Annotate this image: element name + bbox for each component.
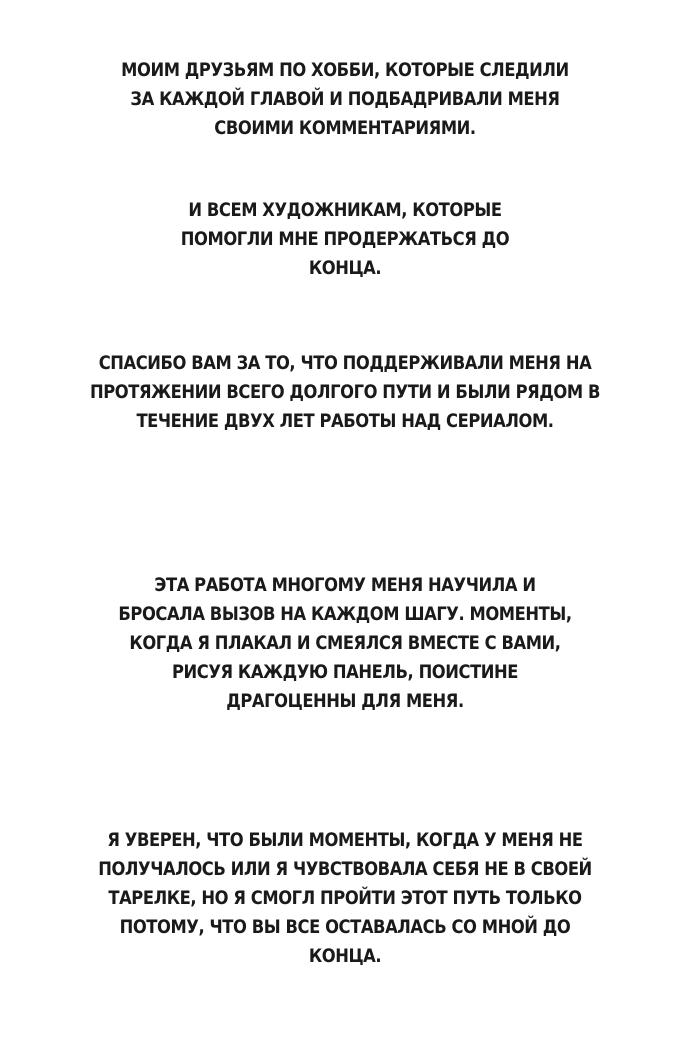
text-line: ПОЛУЧАЛОСЬ ИЛИ Я ЧУВСТВОВАЛА СЕБЯ НЕ В СВОЕЙ: [98, 858, 592, 880]
text-line: КОНЦА.: [308, 257, 382, 279]
paragraph-hard-moments: [0, 826, 690, 971]
text-line: И ВСЕМ ХУДОЖНИКАМ, КОТОРЫЕ: [188, 199, 502, 221]
text-line: ЭТА РАБОТА МНОГОМУ МЕНЯ НАУЧИЛА И: [154, 574, 536, 596]
text-line: ДРАГОЦЕННЫ ДЛЯ МЕНЯ.: [226, 690, 464, 712]
text-line: ТАРЕЛКЕ, НО Я СМОГЛ ПРОЙТИ ЭТОТ ПУТЬ ТОЛЬКО: [108, 887, 582, 909]
text-line: БРОСАЛА ВЫЗОВ НА КАЖДОМ ШАГУ. МОМЕНТЫ,: [118, 603, 572, 625]
text-line: ПОТОМУ, ЧТО ВЫ ВСЕ ОСТАВАЛАСЬ СО МНОЙ ДО: [119, 916, 571, 938]
paragraph-work-taught: [0, 571, 690, 716]
text-line: ТЕЧЕНИЕ ДВУХ ЛЕТ РАБОТЫ НАД СЕРИАЛОМ.: [136, 410, 554, 432]
text-line: КОГДА Я ПЛАКАЛ И СМЕЯЛСЯ ВМЕСТЕ С ВАМИ,: [129, 632, 561, 654]
text-line: МОИМ ДРУЗЬЯМ ПО ХОББИ, КОТОРЫЕ СЛЕДИЛИ: [121, 59, 569, 81]
text-line: ПРОТЯЖЕНИИ ВСЕГО ДОЛГОГО ПУТИ И БЫЛИ РЯДОМ В: [89, 381, 601, 403]
text-line: СПАСИБО ВАМ ЗА ТО, ЧТО ПОДДЕРЖИВАЛИ МЕНЯ НА: [98, 352, 592, 374]
text-line: КОНЦА.: [308, 945, 382, 967]
text-line: ПОМОГЛИ МНЕ ПРОДЕРЖАТЬСЯ ДО: [180, 228, 510, 250]
text-line: Я УВЕРЕН, ЧТО БЫЛИ МОМЕНТЫ, КОГДА У МЕНЯ НЕ: [107, 829, 583, 851]
text-line: ЗА КАЖДОЙ ГЛАВОЙ И ПОДБАДРИВАЛИ МЕНЯ: [130, 88, 560, 110]
paragraph-thanks: [0, 349, 690, 436]
paragraph-hobby-friends: [0, 56, 690, 143]
text-line: СВОИМИ КОММЕНТАРИЯМИ.: [214, 117, 476, 139]
paragraph-artists: [0, 196, 690, 283]
text-line: РИСУЯ КАЖДУЮ ПАНЕЛЬ, ПОИСТИНЕ: [171, 661, 519, 683]
